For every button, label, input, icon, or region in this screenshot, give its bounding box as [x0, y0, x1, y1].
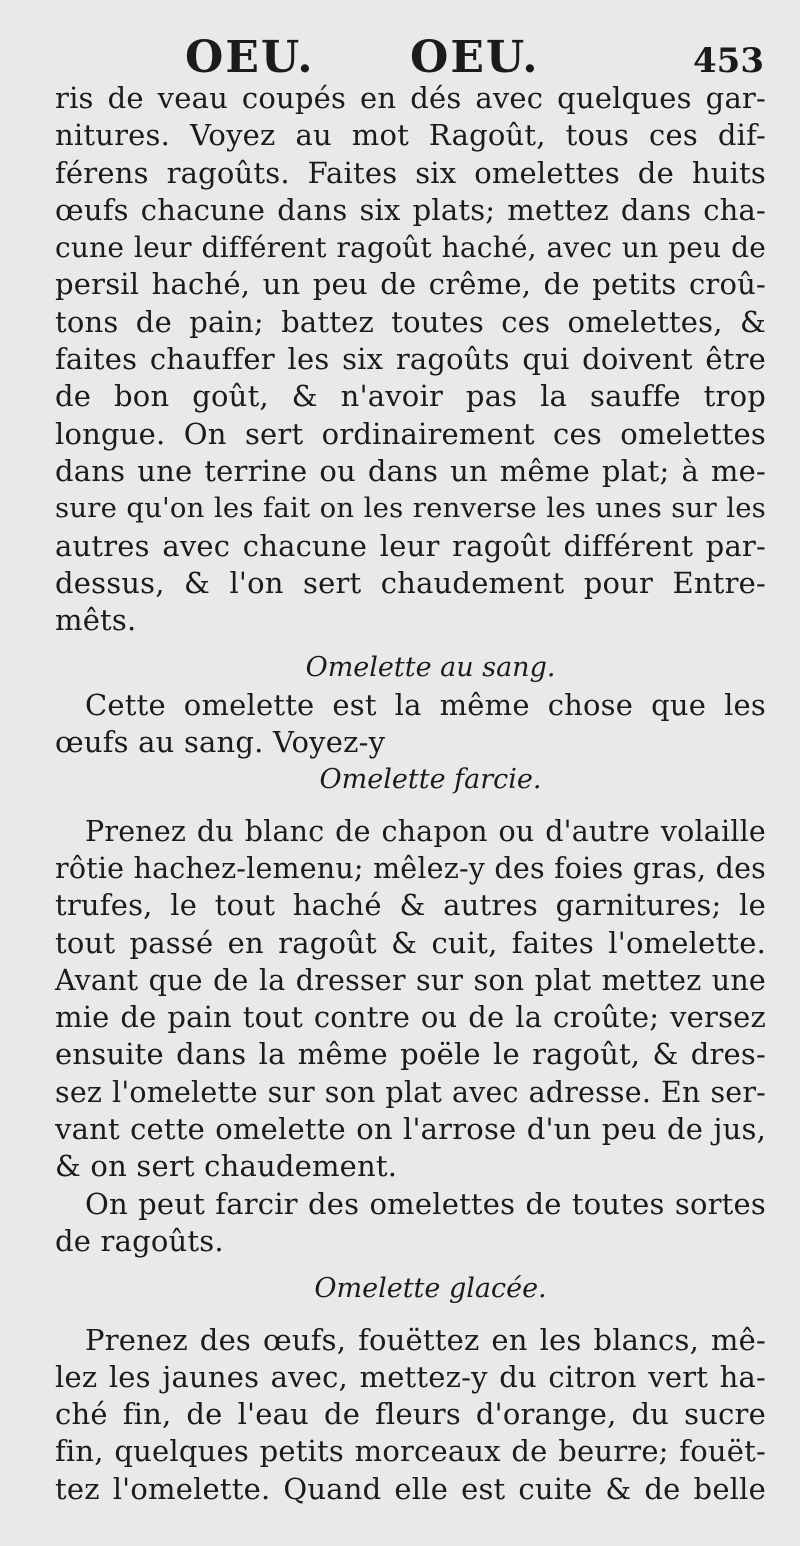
text-line: persil haché, un peu de crême, de petits croû-: [55, 267, 766, 302]
text-line: de ragoûts.: [55, 1223, 224, 1258]
text-line: autres avec chacune leur ragoût différent par-: [55, 528, 766, 563]
text-line: vant cette omelette on l'arrose d'un peu de jus,: [55, 1112, 766, 1147]
text-line: Avant que de la dresser sur son plat mettez une: [55, 963, 766, 997]
paragraph: [55, 1186, 766, 1261]
text-line: ris de veau coupés en dés avec quelques gar-: [55, 81, 766, 115]
text-line: trufes, le tout haché & autres garnitures; le: [55, 888, 766, 923]
running-head: [55, 18, 766, 83]
paragraph: [55, 687, 766, 762]
text-line: longue. On sert ordinairement ces omelettes: [55, 416, 766, 451]
text-line: On peut farcir des omelettes de toutes sortes: [85, 1186, 766, 1221]
paragraph-continuation: [55, 80, 766, 639]
paragraph: [55, 1322, 766, 1508]
text-line: œufs chacune dans six plats; mettez dans cha-: [55, 192, 766, 227]
text-line: rôtie hachez-lemenu; mêlez-y des foies gras, des: [55, 851, 766, 885]
text-line: Prenez des œufs, fouëttez en les blancs, mê-: [85, 1322, 766, 1357]
text-line: sez l'omelette sur son plat avec adresse. En ser-: [55, 1075, 766, 1109]
text-line: faites chauffer les six ragoûts qui doivent être: [55, 342, 766, 377]
text-line: & on sert chaudement.: [55, 1149, 398, 1184]
text-line: cune leur différent ragoût haché, avec un peu de: [55, 231, 766, 265]
text-line: mie de pain tout contre ou de la croûte; versez: [55, 1000, 766, 1035]
text-line: nitures. Voyez au mot Ragoût, tous ces dif-: [55, 118, 766, 153]
running-head-left: OEU.: [185, 32, 315, 83]
body-text: [55, 80, 766, 1508]
section-heading: Omelette glacée.: [314, 1273, 547, 1305]
running-head-right: OEU.: [410, 32, 540, 83]
page-number: 453: [693, 41, 764, 81]
text-line: ché fin, de l'eau de fleurs d'orange, du sucre: [55, 1397, 766, 1432]
text-line: lez les jaunes avec, mettez-y du citron vert ha-: [55, 1359, 766, 1394]
text-line: dans une terrine ou dans un même plat; à me-: [55, 453, 766, 488]
text-line: tout passé en ragoût & cuit, faites l'omelette.: [55, 925, 766, 960]
text-line: Prenez du blanc de chapon ou d'autre volaille: [85, 814, 766, 848]
text-line: mêts.: [55, 603, 137, 638]
text-line: sure qu'on les fait on les renverse les unes sur les: [55, 492, 766, 525]
text-line: tez l'omelette. Quand elle est cuite & de belle: [55, 1471, 766, 1506]
section-heading: Omelette au sang.: [305, 652, 556, 684]
text-line: Cette omelette est la même chose que les: [85, 687, 766, 722]
text-line: de bon goût, & n'avoir pas la sauffe trop: [55, 379, 766, 414]
text-line: œufs au sang. Voyez-y: [55, 725, 386, 760]
text-line: férens ragoûts. Faites six omelettes de huits: [55, 155, 766, 190]
text-line: ensuite dans la même poële le ragoût, & dres-: [55, 1037, 766, 1072]
text-line: dessus, & l'on sert chaudement pour Entre-: [55, 565, 766, 600]
text-line: tons de pain; battez toutes ces omelettes, &: [55, 304, 766, 339]
section-heading: Omelette farcie.: [319, 764, 542, 796]
paragraph: [55, 813, 766, 1186]
text-line: fin, quelques petits morceaux de beurre; fouët-: [55, 1434, 766, 1469]
